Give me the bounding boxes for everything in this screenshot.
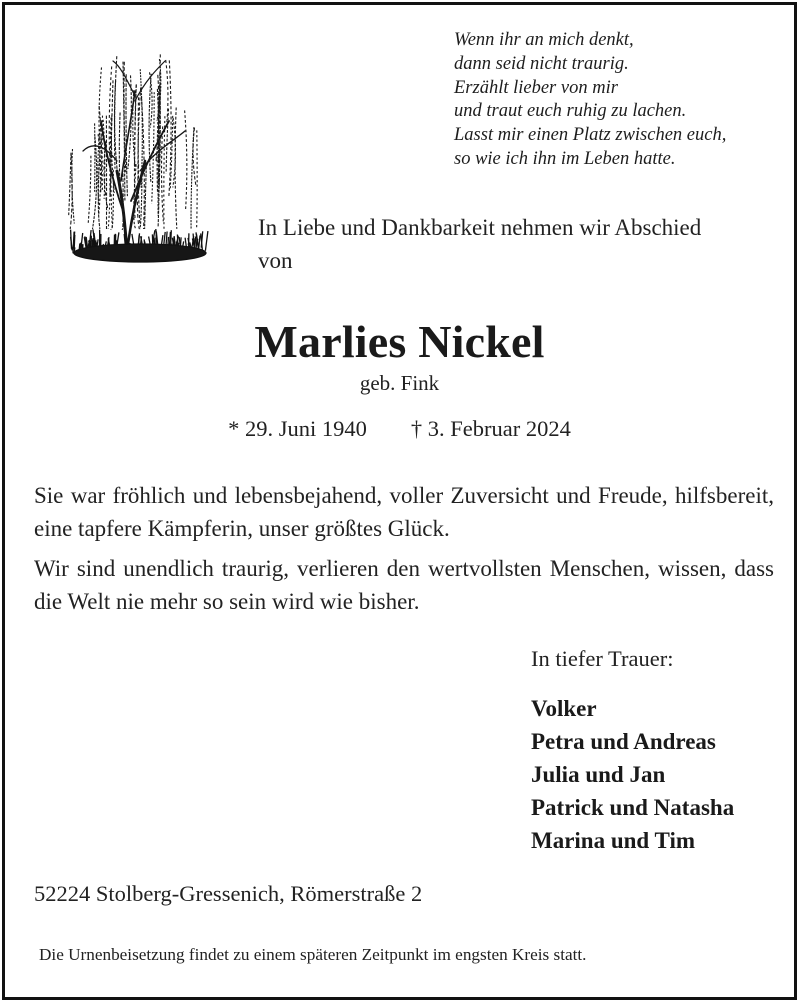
intro-line: von [258, 248, 293, 273]
poem-line: Wenn ihr an mich denkt, [454, 30, 634, 50]
tribute-paragraph: Sie war fröhlich und lebensbejahend, voller Zuversicht und Freude, hilfsbereit, eine tapfere Kämpferin, unser größtes Glück. [34, 483, 774, 541]
mourning-label: In tiefer Trauer: [531, 646, 674, 671]
birth-date: * 29. Juni 1940 [228, 416, 367, 441]
grief-paragraph: Wir sind unendlich traurig, verlieren den wertvollsten Menschen, wissen, dass die Welt nie mehr so sein wird wie bisher. [34, 556, 774, 614]
mourners-list [531, 692, 734, 857]
life-dates [5, 416, 794, 442]
mourner-name: Marina und Tim [531, 828, 696, 853]
maiden-name: geb. Fink [359, 371, 440, 395]
burial-note: Die Urnenbeisetzung findet zu einem späteren Zeitpunkt im engsten Kreis statt. [39, 945, 587, 964]
family-address: 52224 Stolberg-Gressenich, Römerstraße 2 [34, 881, 423, 906]
weeping-willow-tree-icon [65, 51, 215, 281]
intro-line: In Liebe und Dankbarkeit nehmen wir Abschied [258, 215, 702, 240]
mourner-name: Patrick und Natasha [531, 795, 735, 820]
mourner-name: Volker [531, 696, 597, 721]
obituary-notice [2, 2, 797, 1000]
mourner-name: Petra und Andreas [531, 729, 716, 754]
mourner-name: Julia und Jan [531, 762, 666, 787]
death-date: † 3. Februar 2024 [410, 416, 571, 441]
poem-line: so wie ich ihn im Leben hatte. [454, 148, 676, 169]
poem [454, 29, 784, 172]
poem-line: und traut euch ruhig zu lachen. [454, 101, 687, 122]
intro-text [258, 211, 778, 277]
poem-line: Erzählt lieber von mir [454, 77, 618, 98]
poem-line: dann seid nicht traurig. [454, 53, 629, 74]
poem-line: Lasst mir einen Platz zwischen euch, [454, 125, 727, 146]
deceased-name: Marlies Nickel [254, 316, 545, 367]
